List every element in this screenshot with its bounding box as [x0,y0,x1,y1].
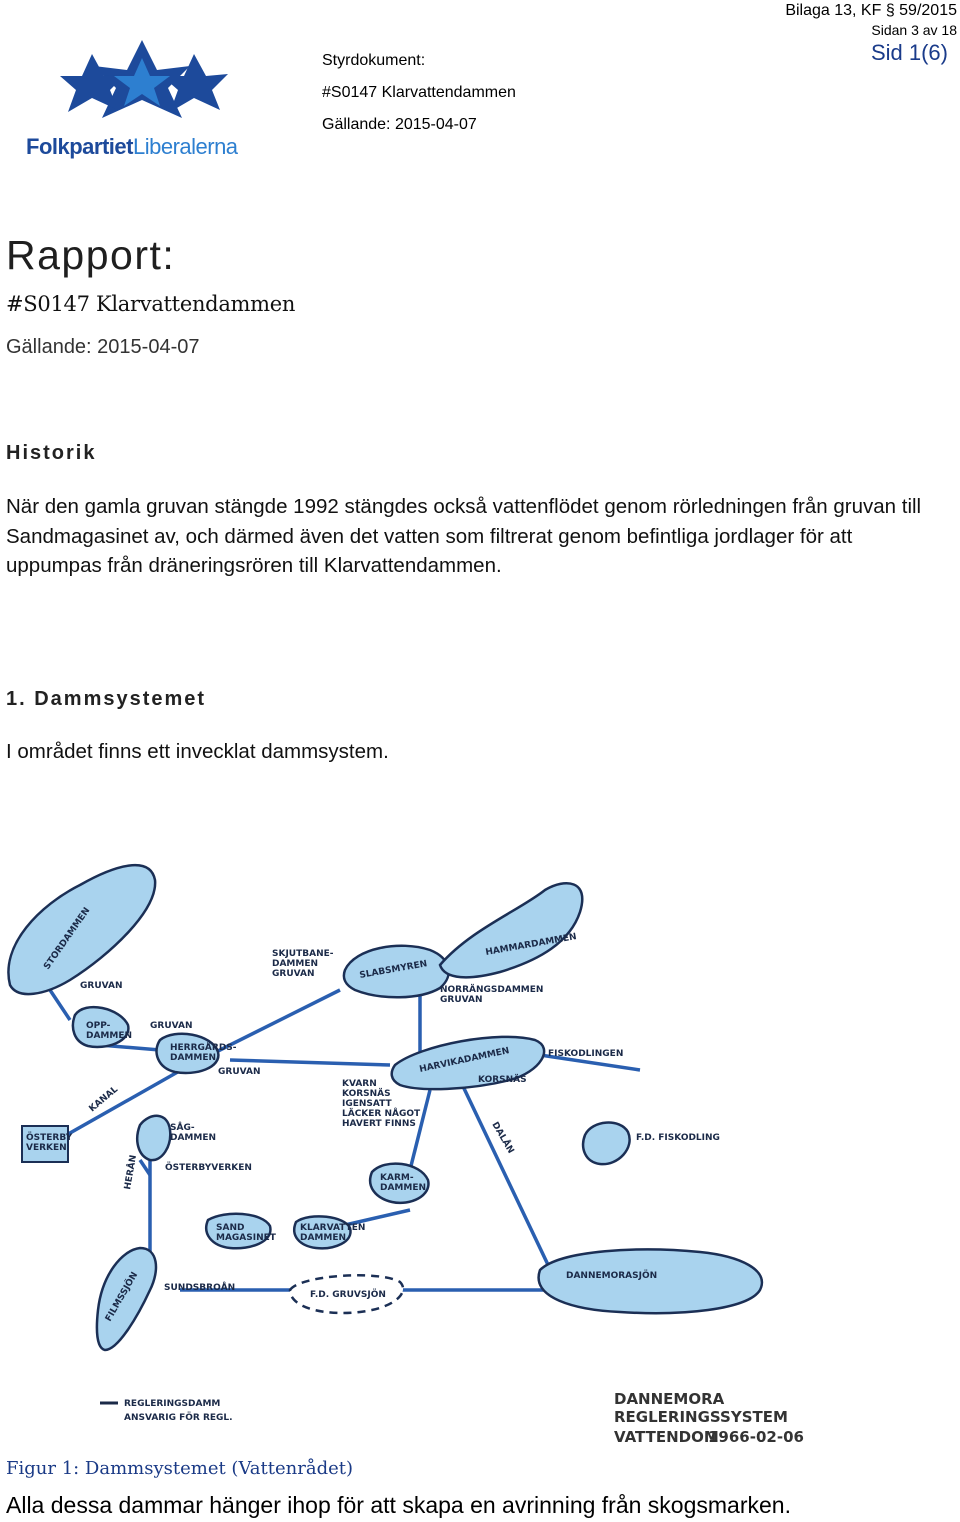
report-subtitle: #S0147 Klarvattendammen [6,292,296,316]
label-herrgardsdammen: HERRGÅRDS-DAMMEN [170,1043,237,1063]
legend-ansvarig: ANSVARIG FÖR REGL. [124,1413,233,1423]
closing-text: Alla dessa dammar hänger ihop för att skapa en avrinning från skogsmarken. [6,1492,791,1518]
label-hammardammen: HAMMARDAMMEN [484,932,578,958]
page-number: Sid 1(6) [870,40,948,65]
label-fd-fiskodling: F.D. FISKODLING [636,1133,720,1143]
label-dalan: DALÅN [489,1120,516,1156]
lake-fd-fiskodling [583,1123,629,1165]
report-title: Rapport: [6,232,176,278]
figure-caption: Figur 1: Dammsystemet (Vattenrådet) [6,1458,354,1479]
label-klarvattendammen: KLARVATTEN DAMMEN [300,1223,366,1243]
label-gruvan-1: GRUVAN [80,981,123,991]
label-fiskodlingen: FISKODLINGEN [548,1049,624,1059]
attachment-ref: Bilaga 13, KF § 59/2015 [785,2,957,19]
logo-text-folkpartiet: Folkpartiet [26,134,133,159]
label-skjutbane: SKJUTBANE-DAMMEN GRUVAN [272,949,334,979]
label-filmssjon: FILMSSJÖN [103,1270,141,1324]
label-fd-gruvsjon: F.D. GRUVSJÖN [310,1290,386,1300]
label-oppdammen: OPP-DAMMEN [86,1021,133,1041]
label-osterbyverken: ÖSTERBYVERKEN [165,1163,252,1173]
stamp-regleringssystem: REGLERINGSSYSTEM [614,1408,788,1426]
stamp-dannemora: DANNEMORA [614,1390,725,1408]
doc-id: #S0147 Klarvattendammen [322,84,516,101]
history-heading: Historik [6,442,97,464]
page-of-total: Sidan 3 av 18 [871,22,957,38]
label-kvarn: KVARN KORSNÄS IGENSATT LÄCKER NÅGOT HAVERT FINNS [342,1079,421,1129]
label-heran: HERÅN [123,1154,140,1191]
label-dannemorasjon: DANNEMORASJÖN [566,1271,658,1281]
history-text: När den gamla gruvan stängde 1992 stängdes också vattenflödet genom rörledningen från gruvan till Sandmagasinet av, och därmed även det vatten som filtrerat genom befintliga jordlager för att uppumpas från dräneringsrören till Klarvattendammen. [6,495,922,577]
legend-regleringsdamm: REGLERINGSDAMM [124,1399,221,1409]
label-harvikadammen: HARVIKADAMMEN [418,1046,511,1075]
label-slabsmyren: SLABSMYREN [358,959,429,981]
label-stordammen: STORDAMMEN [42,905,93,972]
logo-wordmark [26,134,238,160]
label-norrangsdammen: NORRÄNGSDAMMEN GRUVAN [440,985,544,1005]
lake-hammardammen [440,883,582,977]
label-gruvan-3: GRUVAN [218,1067,261,1077]
doc-valid: Gällande: 2015-04-07 [322,116,477,133]
label-sagdammen: SÅG-DAMMEN [170,1123,217,1143]
label-sundsbron: SUNDSBROÅN [164,1283,236,1293]
section1-text: I området finns ett invecklat dammsystem. [6,740,389,763]
label-osterby-verken: ÖSTERBY VERKEN [26,1133,73,1153]
stamp-vattendom: VATTENDOM [614,1428,719,1446]
label-sandmagasinet: SAND MAGASINET [216,1223,276,1243]
stamp-date: 1966-02-06 [708,1428,804,1446]
logo-star-icon [22,36,262,136]
label-gruvan-2: GRUVAN [150,1021,193,1031]
lake-sagdammen [137,1116,170,1160]
label-karmdammen: KARM-DAMMEN [380,1173,427,1193]
dam-system-diagram [0,850,960,1450]
section1-heading: 1. Dammsystemet [6,688,207,710]
lake-dannemorasjon [539,1249,762,1313]
label-korsnas: KORSNÄS [478,1075,527,1085]
label-kanal: KANAL [87,1084,121,1115]
report-valid: Gällande: 2015-04-07 [6,336,200,358]
logo-text-liberalerna: Liberalerna [132,134,238,159]
lake-stordammen [8,865,155,994]
doc-type: Styrdokument: [322,52,426,69]
